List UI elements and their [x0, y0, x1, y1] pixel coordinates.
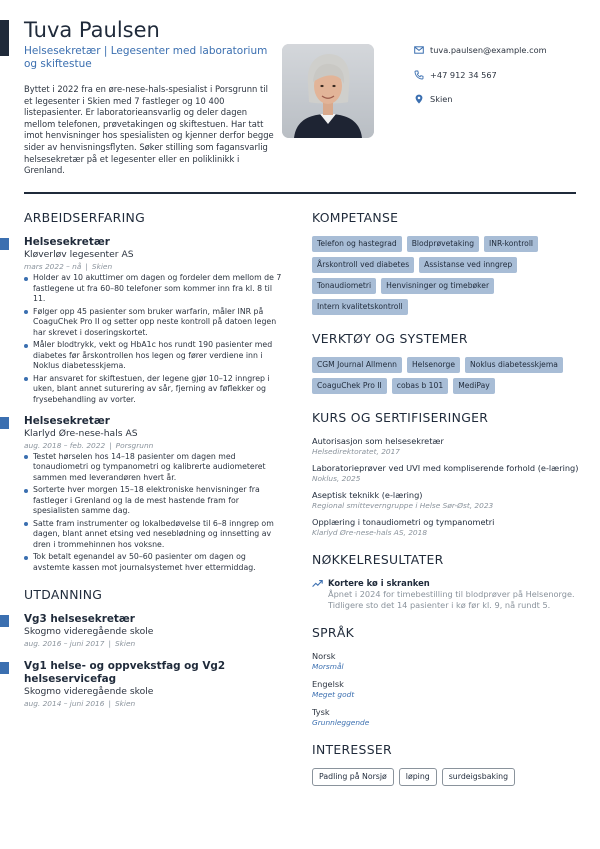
header-divider: [24, 192, 576, 194]
interests-heading: INTERESSER: [312, 742, 392, 758]
job-marker: [0, 238, 9, 250]
job-title: Helsesekretær: [24, 236, 110, 248]
course-title: Laboratorieprøver ved UVI med kompliserende forhold (e-læring): [312, 463, 579, 473]
location-pin-icon: [414, 94, 424, 104]
job-bullets: [24, 273, 282, 406]
contact-email-row[interactable]: [414, 44, 594, 56]
contact-location-row: [414, 93, 594, 105]
header-accent-bar: [0, 20, 9, 56]
language-item: [312, 707, 582, 728]
language-item: [312, 679, 582, 700]
interest-tag: løping: [399, 768, 437, 786]
skill-tag: INR-kontroll: [484, 236, 538, 252]
tool-tag: MediPay: [453, 378, 495, 394]
meta-separator: |: [108, 639, 111, 649]
profile-photo: [282, 44, 374, 138]
job-location: Skien: [91, 262, 113, 271]
skills-tags: [312, 236, 582, 315]
job-entry: [24, 236, 282, 406]
candidate-name: Tuva Paulsen: [24, 18, 160, 42]
languages-heading: SPRÅK: [312, 625, 355, 641]
interests-list: [312, 768, 582, 786]
portrait-image: [282, 44, 374, 138]
meta-separator: |: [109, 440, 112, 450]
education-title: Vg3 helsesekretær: [24, 613, 135, 626]
tools-heading: VERKTØY OG SYSTEMER: [312, 331, 468, 346]
education-dates: aug. 2016 – juni 2017: [24, 639, 105, 649]
job-bullet: Måler blodtrykk, vekt og HbA1c hos rundt 190 pasienter med diabetes før årskontrollen hos legen og fører verdiene inn i Noklus diabetesskjema.: [24, 340, 282, 372]
right-column: [312, 210, 582, 786]
job-marker: [0, 417, 9, 429]
job-bullet: Tok betalt egenandel av 50–60 pasienter om dagen og avstemte kassen mot journalsystemet hver ettermiddag.: [24, 552, 282, 573]
education-entry: [24, 660, 282, 709]
course-org: Helsedirektoratet, 2017: [312, 447, 401, 456]
education-marker: [0, 615, 9, 627]
education-marker: [0, 662, 9, 674]
tool-tag: Helsenorge: [407, 357, 460, 373]
skill-tag: Tonaudiometri: [312, 278, 376, 294]
language-level: Meget godt: [312, 690, 355, 700]
education-location: Skien: [114, 639, 136, 649]
job-bullet: Sorterte hver morgen 15–18 elektroniske henvisninger fra fastleger i Grenland og la de mest hastende fram for spesialisten samme dag.: [24, 485, 282, 517]
education-school: Skogmo videregående skole: [24, 626, 154, 638]
skill-tag: Henvisninger og timebøker: [381, 278, 494, 294]
contact-block: [414, 44, 594, 118]
tools-tags: [312, 357, 582, 394]
results-heading: NØKKELRESULTATER: [312, 552, 444, 567]
education-location: Skien: [114, 699, 136, 709]
language-name: Tysk: [312, 707, 330, 718]
tool-tag: CoaguChek Pro II: [312, 378, 387, 394]
education-entry: [24, 613, 282, 649]
profile-summary: Byttet i 2022 fra en øre-nese-hals-spesialist i Porsgrunn til et legesenter i Skien med 7 fastleger og 10 400 listepasienter. Er laboratorieansvarlig og deler dagen mellom telefonen, prøvetakingen og skiftestuen. Har tatt imot henvisninger hos spesialisten og kjenner derfor begge sider av henvisningsflyten. Søker stilling som fagansvarlig helsesekretær på et legesenter eller en poliklinikk i Grenland.: [24, 84, 274, 176]
course-item: [312, 436, 582, 457]
language-name: Engelsk: [312, 679, 344, 690]
tool-tag: CGM Journal Allmenn: [312, 357, 402, 373]
skill-tag: Telefon og hastegrad: [312, 236, 402, 252]
result-description: Åpnet i 2024 for timebestilling til blodprøver på Helsenorge. Tidligere sto det 14 pasienter i kø før kl. 9, nå rundt 5.: [328, 589, 575, 611]
job-bullet: Følger opp 45 pasienter som bruker warfarin, måler INR på CoaguChek Pro II og setter opp neste kontroll på datoen legen har skrevet i doseringskortet.: [24, 307, 282, 339]
language-name: Norsk: [312, 651, 336, 662]
job-title: Helsesekretær: [24, 414, 110, 427]
contact-phone[interactable]: +47 912 34 567: [430, 69, 497, 80]
envelope-icon: [414, 45, 424, 55]
result-item: [312, 578, 582, 611]
education-dates: aug. 2014 – juni 2016: [24, 699, 105, 709]
job-bullet: Testet hørselen hos 14–18 pasienter om dagen med tonaudiometri og tympanometri og kalibrerte audiometeret sammen med leverandøren hvert år.: [24, 452, 282, 484]
job-bullets: [24, 452, 282, 574]
job-dates: mars 2022 – nå: [24, 262, 82, 271]
job-dates: aug. 2018 – feb. 2022: [24, 440, 106, 450]
education-heading: UTDANNING: [24, 587, 103, 603]
job-bullet: Har ansvaret for skiftestuen, der legene gjør 10–12 inngrep i uken, blant annet suturering av sår, fjerning av føflekker og frysebehandling av vorter.: [24, 374, 282, 406]
job-entry: [24, 415, 282, 574]
meta-separator: |: [85, 262, 88, 271]
contact-email[interactable]: tuva.paulsen@example.com: [430, 45, 547, 55]
language-item: [312, 651, 582, 672]
course-title: Aseptisk teknikk (e-læring): [312, 490, 423, 500]
skill-tag: Årskontroll ved diabetes: [312, 257, 414, 273]
job-meta: [24, 261, 282, 272]
skill-tag: Blodprøvetaking: [407, 236, 479, 252]
job-bullet: Satte fram instrumenter og lokalbedøvelse til 6–8 inngrep om dagen, blant annet etsing ved neseblødning og innsetting av dren i trommehinnen hos voksne.: [24, 519, 282, 551]
skills-heading: KOMPETANSE: [312, 210, 399, 225]
skill-tag: Assistanse ved inngrep: [419, 257, 517, 273]
job-company: Kløverløv legesenter AS: [24, 249, 134, 260]
trending-up-icon: [312, 579, 323, 588]
course-item: [312, 517, 582, 538]
job-location: Porsgrunn: [115, 440, 154, 450]
result-title: Kortere kø i skranken: [328, 578, 430, 588]
contact-location: Skien: [430, 94, 453, 105]
skill-tag: Intern kvalitetskontroll: [312, 299, 408, 315]
phone-icon: [414, 70, 424, 80]
left-column: [24, 210, 282, 720]
courses-heading: KURS OG SERTIFISERINGER: [312, 410, 489, 425]
course-org: Klarlyd Øre-nese-hals AS, 2018: [312, 528, 428, 537]
experience-heading: ARBEIDSERFARING: [24, 210, 146, 225]
courses-list: [312, 436, 582, 538]
course-title: Autorisasjon som helsesekretær: [312, 436, 444, 446]
meta-separator: |: [108, 699, 111, 709]
course-org: Regional smitteverngruppe i Helse Sør-Øst, 2023: [312, 501, 494, 510]
language-level: Grunnleggende: [312, 718, 370, 728]
interest-tag: Padling på Norsjø: [312, 768, 394, 786]
contact-phone-row[interactable]: [414, 69, 594, 81]
tool-tag: Noklus diabetesskjema: [465, 357, 563, 373]
job-meta: [24, 440, 282, 451]
job-company: Klarlyd Øre-nese-hals AS: [24, 427, 138, 439]
course-item: [312, 463, 582, 484]
tool-tag: cobas b 101: [392, 378, 448, 394]
education-school: Skogmo videregående skole: [24, 686, 154, 698]
job-bullet: Holder av 10 akuttimer om dagen og fordeler dem mellom de 7 fastlegene ut fra 60–80 telefoner som kommer inn fra kl. 8 til 11.: [24, 273, 282, 305]
languages-list: [312, 651, 582, 728]
education-meta: [24, 638, 282, 649]
language-level: Morsmål: [312, 662, 344, 672]
course-title: Opplæring i tonaudiometri og tympanometri: [312, 517, 495, 527]
education-meta: [24, 698, 282, 709]
interest-tag: surdeigsbaking: [442, 768, 515, 786]
candidate-role: Helsesekretær | Legesenter med laboratorium og skiftestue: [24, 45, 268, 70]
education-title: Vg1 helse- og oppvekstfag og Vg2 helseservicefag: [24, 660, 226, 686]
course-org: Noklus, 2025: [312, 474, 361, 483]
course-item: [312, 490, 582, 511]
header: [24, 16, 276, 177]
